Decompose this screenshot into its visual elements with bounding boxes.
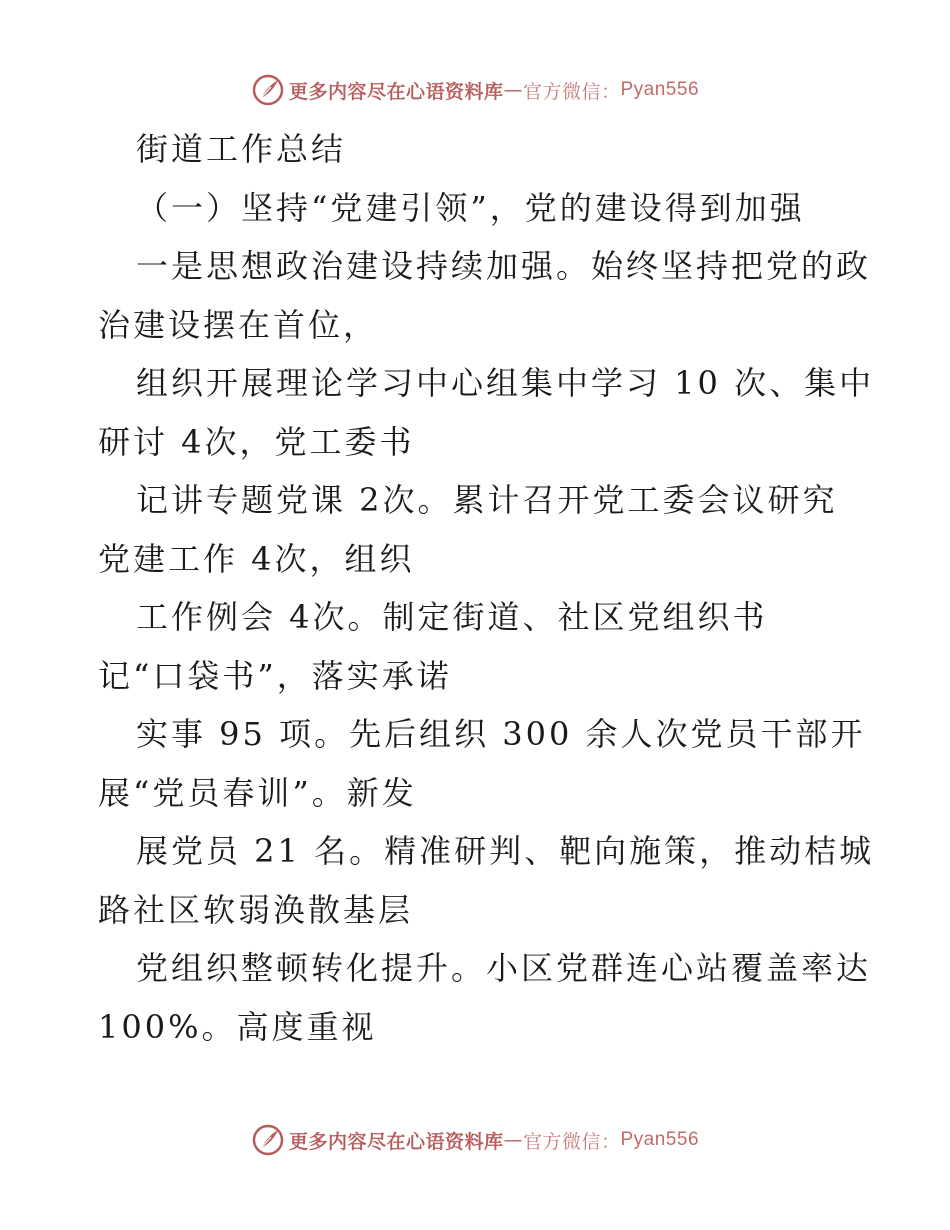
footer-watermark: [0, 1120, 950, 1160]
paragraph-line: 展“党员春训”。新发: [98, 773, 417, 812]
paragraph-line: 一是思想政治建设持续加强。始终坚持把党的政: [136, 247, 872, 285]
document-body: [98, 120, 875, 1056]
paragraph-line: 工作例会 4次。制定街道、社区党组织书: [136, 598, 768, 636]
header-watermark: [0, 70, 950, 110]
watermark-main-text: 更多内容尽在心语资料库: [288, 80, 504, 103]
watermark-wechat-id: Pyan556: [620, 1129, 700, 1150]
paragraph-line: 组织开展理论学习中心组集中学习 10 次、集中: [136, 364, 875, 402]
feather-pen-circle-icon: [251, 1123, 285, 1157]
section-heading: （一）坚持“党建引领”，党的建设得到加强: [136, 188, 805, 227]
watermark-wechat-label: 官方微信：: [522, 1130, 621, 1153]
paragraph-line: 记“口袋书”，落实承诺: [98, 656, 452, 695]
paragraph-line: 党组织整顿转化提升。小区党群连心站覆盖率达: [136, 949, 872, 987]
watermark-wechat-id: Pyan556: [620, 79, 700, 100]
watermark-separator: —: [503, 1129, 523, 1151]
doc-title: 街道工作总结: [136, 130, 347, 168]
paragraph-line: 治建设摆在首位，: [98, 305, 379, 344]
paragraph-line: 记讲专题党课 2次。累计召开党工委会议研究: [136, 481, 838, 519]
feather-pen-circle-icon: [251, 73, 285, 107]
watermark-main-text: 更多内容尽在心语资料库: [288, 1130, 504, 1153]
paragraph-line: 研讨 4次，党工委书: [98, 422, 415, 461]
paragraph-line: 路社区软弱涣散基层: [98, 890, 414, 929]
watermark-separator: —: [503, 79, 523, 101]
paragraph-line: 100%。高度重视: [98, 1007, 377, 1046]
paragraph-line: 展党员 21 名。精准研判、靶向施策，推动桔城: [136, 832, 875, 870]
watermark-wechat-label: 官方微信：: [522, 80, 621, 103]
paragraph-line: 实事 95 项。先后组织 300 余人次党员干部开: [136, 715, 866, 753]
paragraph-line: 党建工作 4次，组织: [98, 539, 415, 578]
